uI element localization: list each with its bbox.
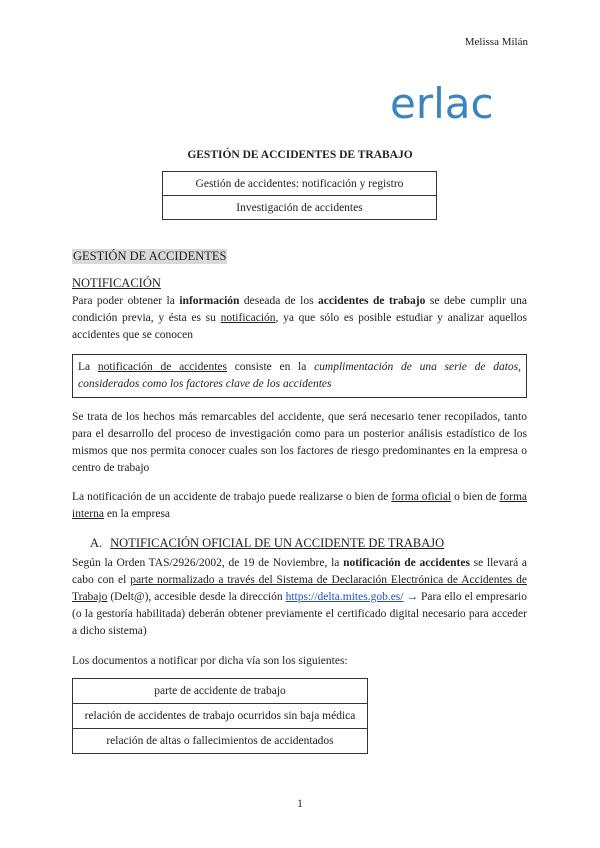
table-row	[73, 729, 368, 754]
table-row	[73, 679, 368, 704]
subsection-heading-a: A. NOTIFICACIÓN OFICIAL DE UN ACCIDENTE DE TRABAJO	[90, 536, 445, 550]
definition-box: La notificación de accidentes consiste en la cumplimentación de una serie de datos, considerados como los factores clave de los accidentes	[72, 354, 527, 398]
document-title: GESTIÓN DE ACCIDENTES DE TRABAJO	[187, 149, 413, 161]
document-item: relación de accidentes de trabajo ocurridos sin baja médica	[73, 704, 368, 729]
page-number: 1	[297, 798, 303, 810]
document-item: parte de accidente de trabajo	[73, 679, 368, 704]
document-item: relación de altas o fallecimientos de accidentados	[73, 729, 368, 754]
paragraph-forms: La notificación de un accidente de trabajo puede realizarse o bien de forma oficial o bien de forma interna en la empresa	[72, 491, 527, 520]
paragraph-docs-intro: Los documentos a notificar por dicha vía son los siguientes:	[72, 655, 348, 667]
paragraph-intro: Para poder obtener la información deseada de los accidentes de trabajo se debe cumplir una condición previa, y ésta es su notificación, ya que sólo es posible estudiar y analizar aquellos accidentes que se conocen	[72, 295, 527, 341]
delta-link[interactable]: https://delta.mites.gob.es/	[285, 591, 404, 603]
section-heading: GESTIÓN DE ACCIDENTES	[73, 249, 227, 263]
author-name: Melissa Milán	[464, 36, 528, 48]
table-row	[163, 172, 437, 196]
paragraph-official: Según la Orden TAS/2926/2002, de 19 de Noviembre, la notificación de accidentes se llevará a cabo con el parte normalizado a través del Sistema de Declaración Electrónica de Accidentes de Trabajo (Delt@), accesible desde la dirección https://delta.mites.gob.es/ → Para ello el empresario (o la gestoría habilitada) deberán obtener previamente el certificado digital necesario para acceder a dicho sistema)	[72, 557, 528, 637]
logo-text: erlac	[390, 79, 494, 128]
documents-table	[72, 678, 368, 754]
paragraph-facts: Se trata de los hechos más remarcables del accidente, que será necesario tener recopilados, tanto para el desarrollo del proceso de investigación como para un posterior análisis estadístico de los mismos que nos permita conocer cuales son los factores de riesgo predominantes en la empresa o centro de trabajo	[72, 411, 527, 474]
notification-heading: NOTIFICACIÓN	[72, 276, 161, 290]
table-row	[163, 196, 437, 220]
toc-item: Investigación de accidentes	[163, 196, 437, 220]
erlac-logo	[390, 78, 520, 128]
table-row	[73, 704, 368, 729]
toc-item: Gestión de accidentes: notificación y registro	[163, 172, 437, 196]
toc-table	[162, 171, 437, 220]
